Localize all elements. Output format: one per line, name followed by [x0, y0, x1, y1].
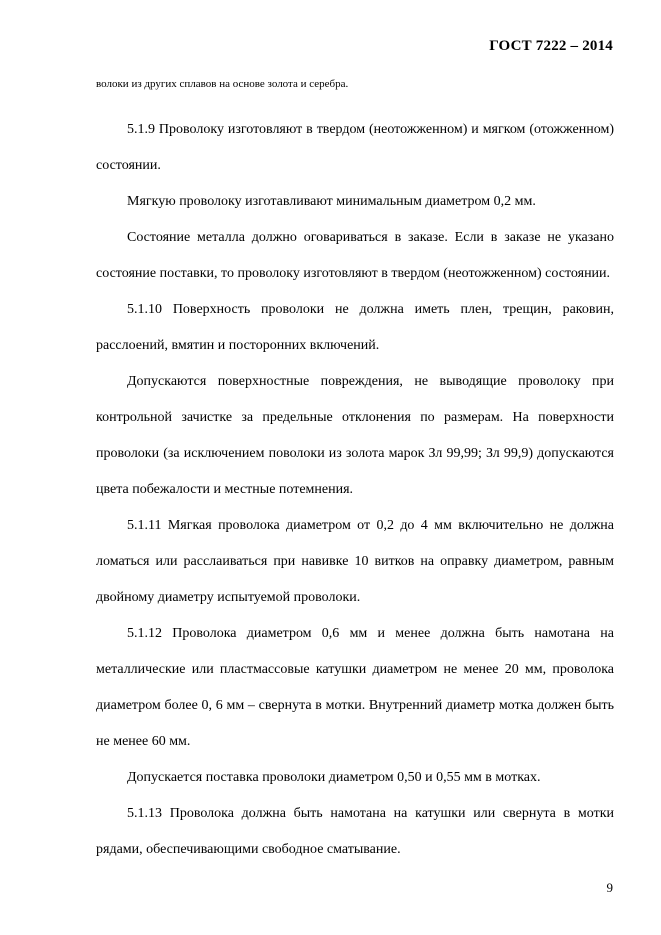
paragraph-5-1-11: 5.1.11 Мягкая проволока диаметром от 0,2 до 4 мм включительно не должна ломаться или расслаиваться при навивке 10 витков на оправку диаметром, равным двойному диаметру испытуемой проволоки.	[96, 518, 614, 605]
paragraph-metal-state: Состояние металла должно оговариваться в заказе. Если в заказе не указано состояние поставки, то проволоку изготовляют в твердом (неотожженном) состоянии.	[96, 230, 614, 281]
paragraph-surface-damage: Допускаются поверхностные повреждения, не выводящие проволоку при контрольной зачистке за предельные отклонения по размерам. На поверхности проволоки (за исключением поволоки из золота марок Зл 99,99; Зл 99,9) допускаются цвета побежалости и местные потемнения.	[96, 374, 614, 497]
page-number: 9	[606, 880, 613, 895]
paragraph-soft-wire: Мягкую проволоку изготавливают минимальным диаметром 0,2 мм.	[127, 194, 536, 209]
paragraph-coil-delivery: Допускается поставка проволоки диаметром 0,50 и 0,55 мм в мотках.	[127, 770, 541, 785]
paragraph-5-1-12: 5.1.12 Проволока диаметром 0,6 мм и менее должна быть намотана на металлические или пластмассовые катушки диаметром не менее 20 мм, проволока диаметром более 0, 6 мм – свернута в мотки. Внутренний диаметр мотка должен быть не менее 60 мм.	[96, 626, 614, 749]
document-header: ГОСТ 7222 – 2014	[489, 38, 613, 54]
document-body	[96, 76, 614, 868]
paragraph-5-1-10: 5.1.10 Поверхность проволоки не должна иметь плен, трещин, раковин, расслоений, вмятин и посторонних включений.	[96, 302, 614, 353]
paragraph-5-1-13: 5.1.13 Проволока должна быть намотана на катушки или свернута в мотки рядами, обеспечивающими свободное сматывание.	[96, 806, 614, 857]
paragraph-5-1-9: 5.1.9 Проволоку изготовляют в твердом (неотожженном) и мягком (отожженном) состоянии.	[96, 122, 614, 173]
paragraph-continuation: волоки из других сплавов на основе золота и серебра.	[96, 78, 349, 90]
